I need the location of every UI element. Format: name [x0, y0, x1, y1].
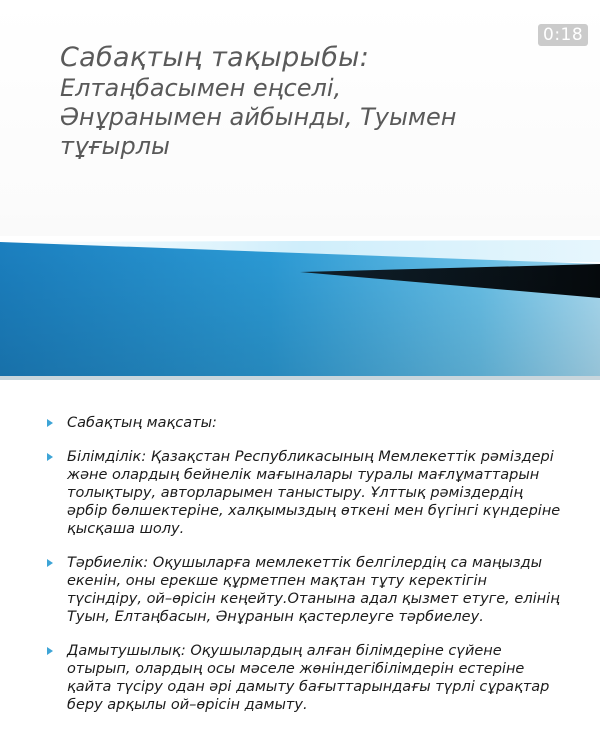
list-item [45, 642, 565, 714]
list-item [45, 554, 565, 626]
list-item [45, 448, 565, 538]
objectives-slide [0, 382, 600, 739]
bullet-arrow-icon [47, 559, 53, 567]
list-item-text: Сабақтың мақсаты: [67, 415, 217, 431]
bullet-arrow-icon [47, 647, 53, 655]
bullet-arrow-icon [47, 453, 53, 461]
slide-subtitle: Елтаңбасымен еңселі, Әнұранымен айбынды, Туымен тұғырлы [60, 74, 457, 160]
slide-title: Сабақтың тақырыбы: [60, 42, 370, 73]
list-item-text: Білімділік: Қазақстан Республикасының Мемлекеттік рәміздері және олардың бейнелік мағыналары туралы мағлұматтарын толықтыру, авторларымен таныстыру. Ұлттық рәміздердің әрбір бөлшектеріне, халқымыздың өткені мен бүгінгі күндеріне қысқаша шолу. [67, 449, 561, 537]
list-item-text: Дамытушылық: Оқушылардың алған білімдеріне сүйене отырып, олардың осы мәселе жөніндегібілімдерін естеріне қайта түсіру одан әрі дамыту бағыттарындағы түрлі сұрақтар беру арқылы ой–өрісін дамыту. [67, 643, 550, 713]
list-item-text: Тәрбиелік: Оқушыларға мемлекеттік белгілердің са маңызды екенін, оны ерекше құрметпен мақтан тұту керектігін түсіндіру, ой–өрісін кеңейту.Отанына адал қызмет етуге, елінің Туын, Елтаңбасын, Әнұранын қастерлеуге тәрбиелеу. [67, 555, 560, 625]
list-item [45, 414, 565, 432]
objectives-list [45, 414, 565, 730]
bullet-arrow-icon [47, 419, 53, 427]
decorative-band [0, 236, 600, 380]
video-timer: 0:18 [538, 24, 588, 46]
